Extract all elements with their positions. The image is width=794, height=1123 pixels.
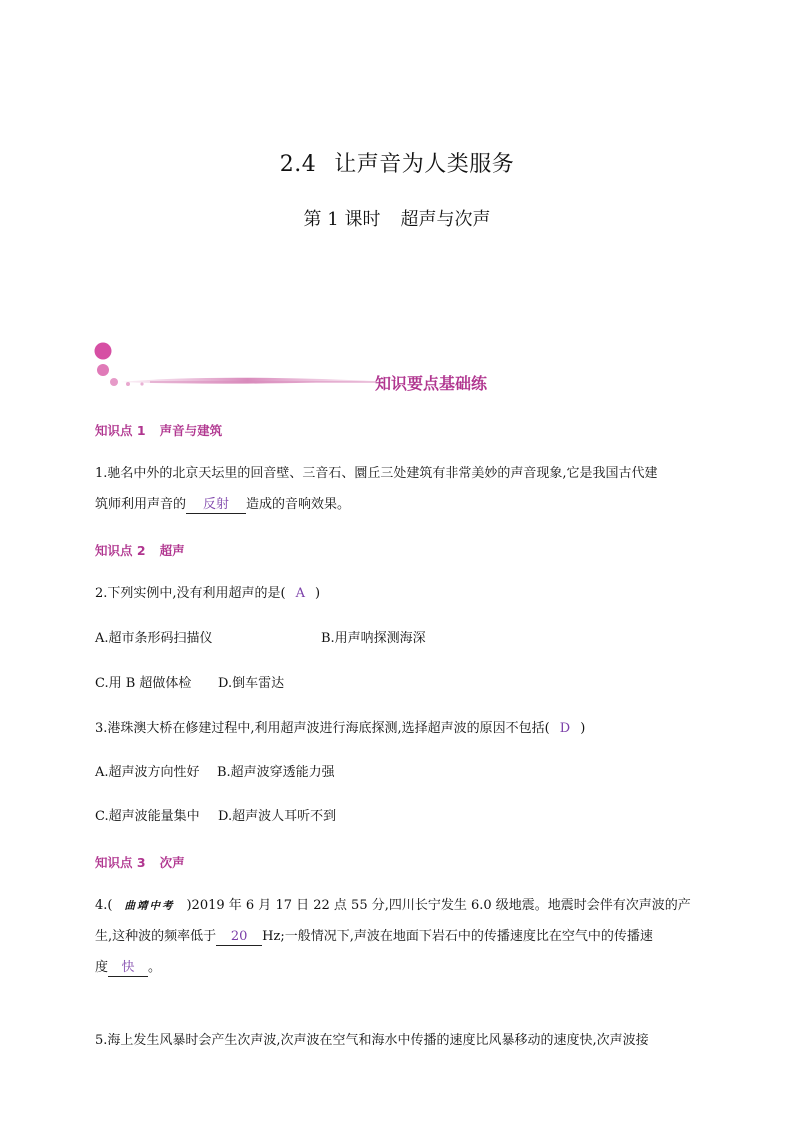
lesson-number: 第 1 课时: [303, 209, 381, 230]
q1-text-after: 造成的音响效果。: [246, 497, 351, 512]
banner-dot-tiny-1: [126, 382, 130, 386]
q4-line-3-after: 。: [148, 960, 162, 975]
q4-line-2-before: 生,这种波的频率低于: [95, 929, 217, 944]
banner-dot-medium: [97, 364, 109, 376]
q3-close-paren: ): [580, 721, 586, 736]
question-5-line-1: 5.海上发生风暴时会产生次声波,次声波在空气和海水中传播的速度比风暴移动的速度快,次声波接: [95, 1033, 649, 1048]
lesson-title: 超声与次声: [400, 209, 491, 230]
q4-line-2-after: Hz;一般情况下,声波在地面下岩石中的传播速度比在空气中的传播速: [262, 929, 653, 944]
q2-option-a: A.超市条形码扫描仪: [95, 631, 213, 646]
q2-close-paren: ): [315, 586, 321, 601]
banner-label: 知识要点基础练: [375, 374, 488, 393]
knowledge-point-1-heading: [95, 421, 222, 439]
banner-dot-large: [95, 343, 112, 360]
q1-text-before: 筑师利用声音的: [95, 497, 187, 512]
banner-dot-tiny-2: [140, 382, 143, 385]
q3-answer: D: [559, 721, 571, 736]
kp1-title: 声音与建筑: [159, 423, 223, 438]
question-2-stem: [95, 585, 320, 603]
section-title: 让声音为人类服务: [334, 152, 515, 177]
q4-source-tag: 曲靖中考: [124, 900, 175, 912]
q4-open-paren: 4.(: [95, 898, 113, 913]
banner-dot-small: [110, 378, 118, 386]
q2-option-c: C.用 B 超做体检: [95, 676, 192, 691]
kp2-label: 知识点 2: [95, 543, 146, 558]
q3-option-d: D.超声波人耳听不到: [218, 809, 337, 824]
q3-option-b: B.超声波穿透能力强: [217, 765, 335, 780]
q3-option-a: A.超声波方向性好: [95, 765, 200, 780]
kp3-title: 次声: [159, 855, 185, 870]
q2-option-b: B.用声呐探测海深: [321, 631, 426, 646]
q2-option-d: D.倒车雷达: [218, 676, 285, 691]
q4-answer-speed: 快: [108, 960, 148, 977]
q2-answer: A: [295, 586, 305, 601]
lesson-subtitle: [0, 205, 794, 231]
kp3-label: 知识点 3: [95, 855, 146, 870]
kp1-label: 知识点 1: [95, 423, 146, 438]
question-4-line-3: [95, 959, 161, 977]
kp2-title: 超声: [159, 543, 185, 558]
q4-line-3-before: 度: [95, 960, 109, 975]
q4-line-1-text: )2019 年 6 月 17 日 22 点 55 分,四川长宁发生 6.0 级地震。地震时会伴有次声波的产: [186, 898, 691, 913]
knowledge-point-2-heading: [95, 541, 185, 559]
q4-answer-frequency: 20: [216, 929, 262, 946]
knowledge-point-3-heading: [95, 853, 185, 871]
question-1-line-1: 1.驰名中外的北京天坛里的回音壁、三音石、圜丘三处建筑有非常美妙的声音现象,它是我国古代建: [95, 466, 658, 481]
q3-option-c: C.超声波能量集中: [95, 809, 200, 824]
q1-answer-blank: 反射: [186, 497, 246, 514]
question-4-line-2: [95, 928, 653, 946]
question-4-line-1: [95, 897, 691, 915]
question-1-line-2: [95, 496, 350, 514]
question-3-stem: [95, 720, 585, 738]
q3-stem-text: 3.港珠澳大桥在修建过程中,利用超声波进行海底探测,选择超声波的原因不包括(: [95, 721, 550, 736]
banner-swoosh: [120, 378, 375, 384]
page-title: [0, 147, 794, 178]
q2-stem-text: 2.下列实例中,没有利用超声的是(: [95, 586, 286, 601]
section-number: 2.4: [279, 152, 317, 177]
